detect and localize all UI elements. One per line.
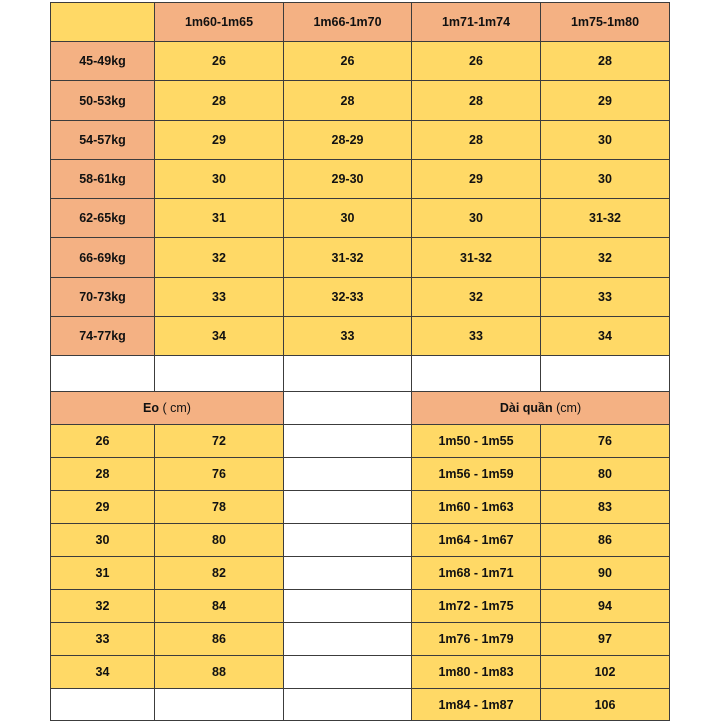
size-cell: 30	[540, 120, 670, 160]
size-cell: 26	[154, 41, 284, 81]
waist-cm-cell: 88	[154, 655, 284, 689]
gap-cell	[283, 655, 412, 689]
size-cell: 26	[283, 41, 412, 81]
length-table-title	[411, 391, 670, 425]
length-height-cell: 1m80 - 1m83	[411, 655, 541, 689]
corner-cell	[50, 2, 155, 42]
size-cell: 31-32	[411, 237, 541, 278]
size-cell: 30	[411, 198, 541, 238]
size-cell: 33	[540, 277, 670, 317]
size-cell: 31-32	[283, 237, 412, 278]
waist-title-unit: ( cm)	[159, 401, 191, 415]
waist-size-cell: 32	[50, 589, 155, 623]
gap-cell	[283, 589, 412, 623]
length-cm-cell: 86	[540, 523, 670, 557]
weight-label: 45-49kg	[50, 41, 155, 81]
gap-cell	[283, 622, 412, 656]
size-cell: 28	[283, 80, 412, 121]
length-height-cell: 1m56 - 1m59	[411, 457, 541, 491]
weight-label: 58-61kg	[50, 159, 155, 199]
size-cell: 28	[540, 41, 670, 81]
gap-cell	[283, 523, 412, 557]
size-cell: 26	[411, 41, 541, 81]
size-cell: 30	[154, 159, 284, 199]
waist-size-cell: 33	[50, 622, 155, 656]
size-cell: 32	[540, 237, 670, 278]
length-cm-cell: 94	[540, 589, 670, 623]
size-cell: 30	[540, 159, 670, 199]
size-cell: 33	[411, 316, 541, 356]
waist-cm-cell: 82	[154, 556, 284, 590]
size-cell: 29	[154, 120, 284, 160]
blank-cell	[540, 355, 670, 392]
weight-label: 54-57kg	[50, 120, 155, 160]
weight-label: 62-65kg	[50, 198, 155, 238]
size-cell: 28	[411, 120, 541, 160]
length-cm-cell: 102	[540, 655, 670, 689]
length-height-cell: 1m64 - 1m67	[411, 523, 541, 557]
length-height-cell: 1m76 - 1m79	[411, 622, 541, 656]
waist-size-cell: 26	[50, 424, 155, 458]
size-cell: 28	[411, 80, 541, 121]
size-cell: 29	[540, 80, 670, 121]
waist-cm-cell: 76	[154, 457, 284, 491]
waist-size-cell: 28	[50, 457, 155, 491]
gap-cell	[283, 688, 412, 721]
size-cell: 34	[154, 316, 284, 356]
length-title-unit: (cm)	[552, 401, 582, 415]
length-title-bold: Dài quần	[499, 401, 553, 415]
size-cell: 30	[283, 198, 412, 238]
gap-cell	[283, 424, 412, 458]
blank-cell	[154, 688, 284, 721]
waist-title-bold: Eo	[143, 401, 160, 415]
weight-label: 74-77kg	[50, 316, 155, 356]
weight-label: 50-53kg	[50, 80, 155, 121]
length-height-cell: 1m60 - 1m63	[411, 490, 541, 524]
gap-cell	[283, 490, 412, 524]
length-cm-cell: 97	[540, 622, 670, 656]
gap-cell	[283, 457, 412, 491]
blank-cell	[154, 355, 284, 392]
size-cell: 33	[154, 277, 284, 317]
weight-label: 70-73kg	[50, 277, 155, 317]
size-cell: 31	[154, 198, 284, 238]
size-cell: 29-30	[283, 159, 412, 199]
size-cell: 28-29	[283, 120, 412, 160]
size-cell: 32	[411, 277, 541, 317]
waist-size-cell: 31	[50, 556, 155, 590]
waist-cm-cell: 86	[154, 622, 284, 656]
length-height-cell: 1m84 - 1m87	[411, 688, 541, 721]
length-cm-cell: 83	[540, 490, 670, 524]
blank-cell	[50, 355, 155, 392]
waist-table-title	[50, 391, 284, 425]
waist-cm-cell: 84	[154, 589, 284, 623]
waist-size-cell: 30	[50, 523, 155, 557]
blank-cell	[283, 355, 412, 392]
size-cell: 32	[154, 237, 284, 278]
height-header: 1m66-1m70	[283, 2, 412, 42]
waist-size-cell: 34	[50, 655, 155, 689]
gap-cell	[283, 556, 412, 590]
length-cm-cell: 106	[540, 688, 670, 721]
gap-cell	[283, 391, 412, 425]
size-cell: 32-33	[283, 277, 412, 317]
length-height-cell: 1m72 - 1m75	[411, 589, 541, 623]
size-cell: 29	[411, 159, 541, 199]
waist-cm-cell: 80	[154, 523, 284, 557]
length-cm-cell: 80	[540, 457, 670, 491]
size-cell: 33	[283, 316, 412, 356]
waist-cm-cell: 78	[154, 490, 284, 524]
size-cell: 28	[154, 80, 284, 121]
height-header: 1m71-1m74	[411, 2, 541, 42]
waist-cm-cell: 72	[154, 424, 284, 458]
length-cm-cell: 90	[540, 556, 670, 590]
weight-label: 66-69kg	[50, 237, 155, 278]
size-cell: 31-32	[540, 198, 670, 238]
length-height-cell: 1m50 - 1m55	[411, 424, 541, 458]
size-cell: 34	[540, 316, 670, 356]
waist-size-cell: 29	[50, 490, 155, 524]
blank-cell	[50, 688, 155, 721]
height-header: 1m75-1m80	[540, 2, 670, 42]
length-cm-cell: 76	[540, 424, 670, 458]
height-header: 1m60-1m65	[154, 2, 284, 42]
blank-cell	[411, 355, 541, 392]
length-height-cell: 1m68 - 1m71	[411, 556, 541, 590]
